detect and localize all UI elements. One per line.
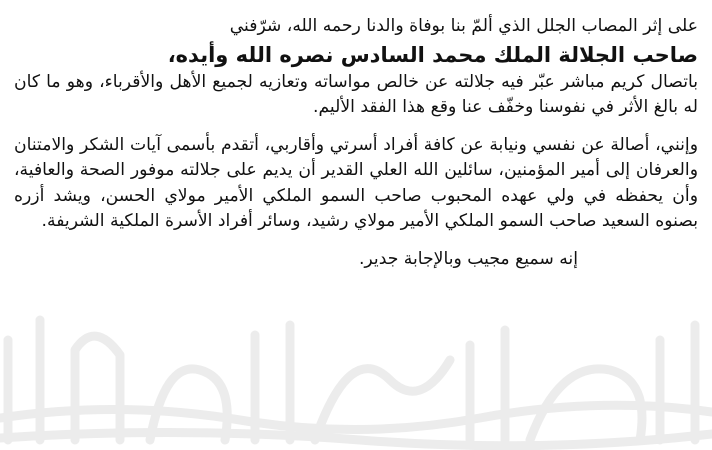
letter-body xyxy=(14,14,698,272)
paragraph-thanks: وإنني، أصالة عن نفسي ونيابة عن كافة أفراد أسرتي وأقاربي، أتقدم بأسمى آيات الشكر والامتنان والعرفان إلى أمير المؤمنين، سائلين الله العلي القدير أن يديم على جلالته موفور الصحة والعافية، وأن يحفظه في ولي عهده المحبوب صاحب السمو الملكي الأمير مولاي الحسن، ويشد أزره بصنوه السعيد صاحب السمو الملكي الأمير مولاي رشيد، وسائر أفراد الأسرة الملكية الشريفة. xyxy=(14,134,698,231)
king-title: صاحب الجلالة الملك محمد السادس نصره الله وأيده، xyxy=(167,42,698,67)
opening-line: على إثر المصاب الجلل الذي ألمّ بنا بوفاة والدنا رحمه الله، شرّفني xyxy=(229,16,698,36)
closing-line: إنه سميع مجيب وبالإجابة جدير. xyxy=(358,248,578,269)
paragraph-call: باتصال كريم مباشر عبّر فيه جلالته عن خالص مواساته وتعازيه لجميع الأهل والأقرباء، وهو ما كان له بالغ الأثر في نفوسنا وخفّف عنا وقع هذا الفقد الأليم. xyxy=(14,71,698,117)
paragraph-gap xyxy=(14,121,698,133)
calligraphy-watermark xyxy=(0,300,712,450)
